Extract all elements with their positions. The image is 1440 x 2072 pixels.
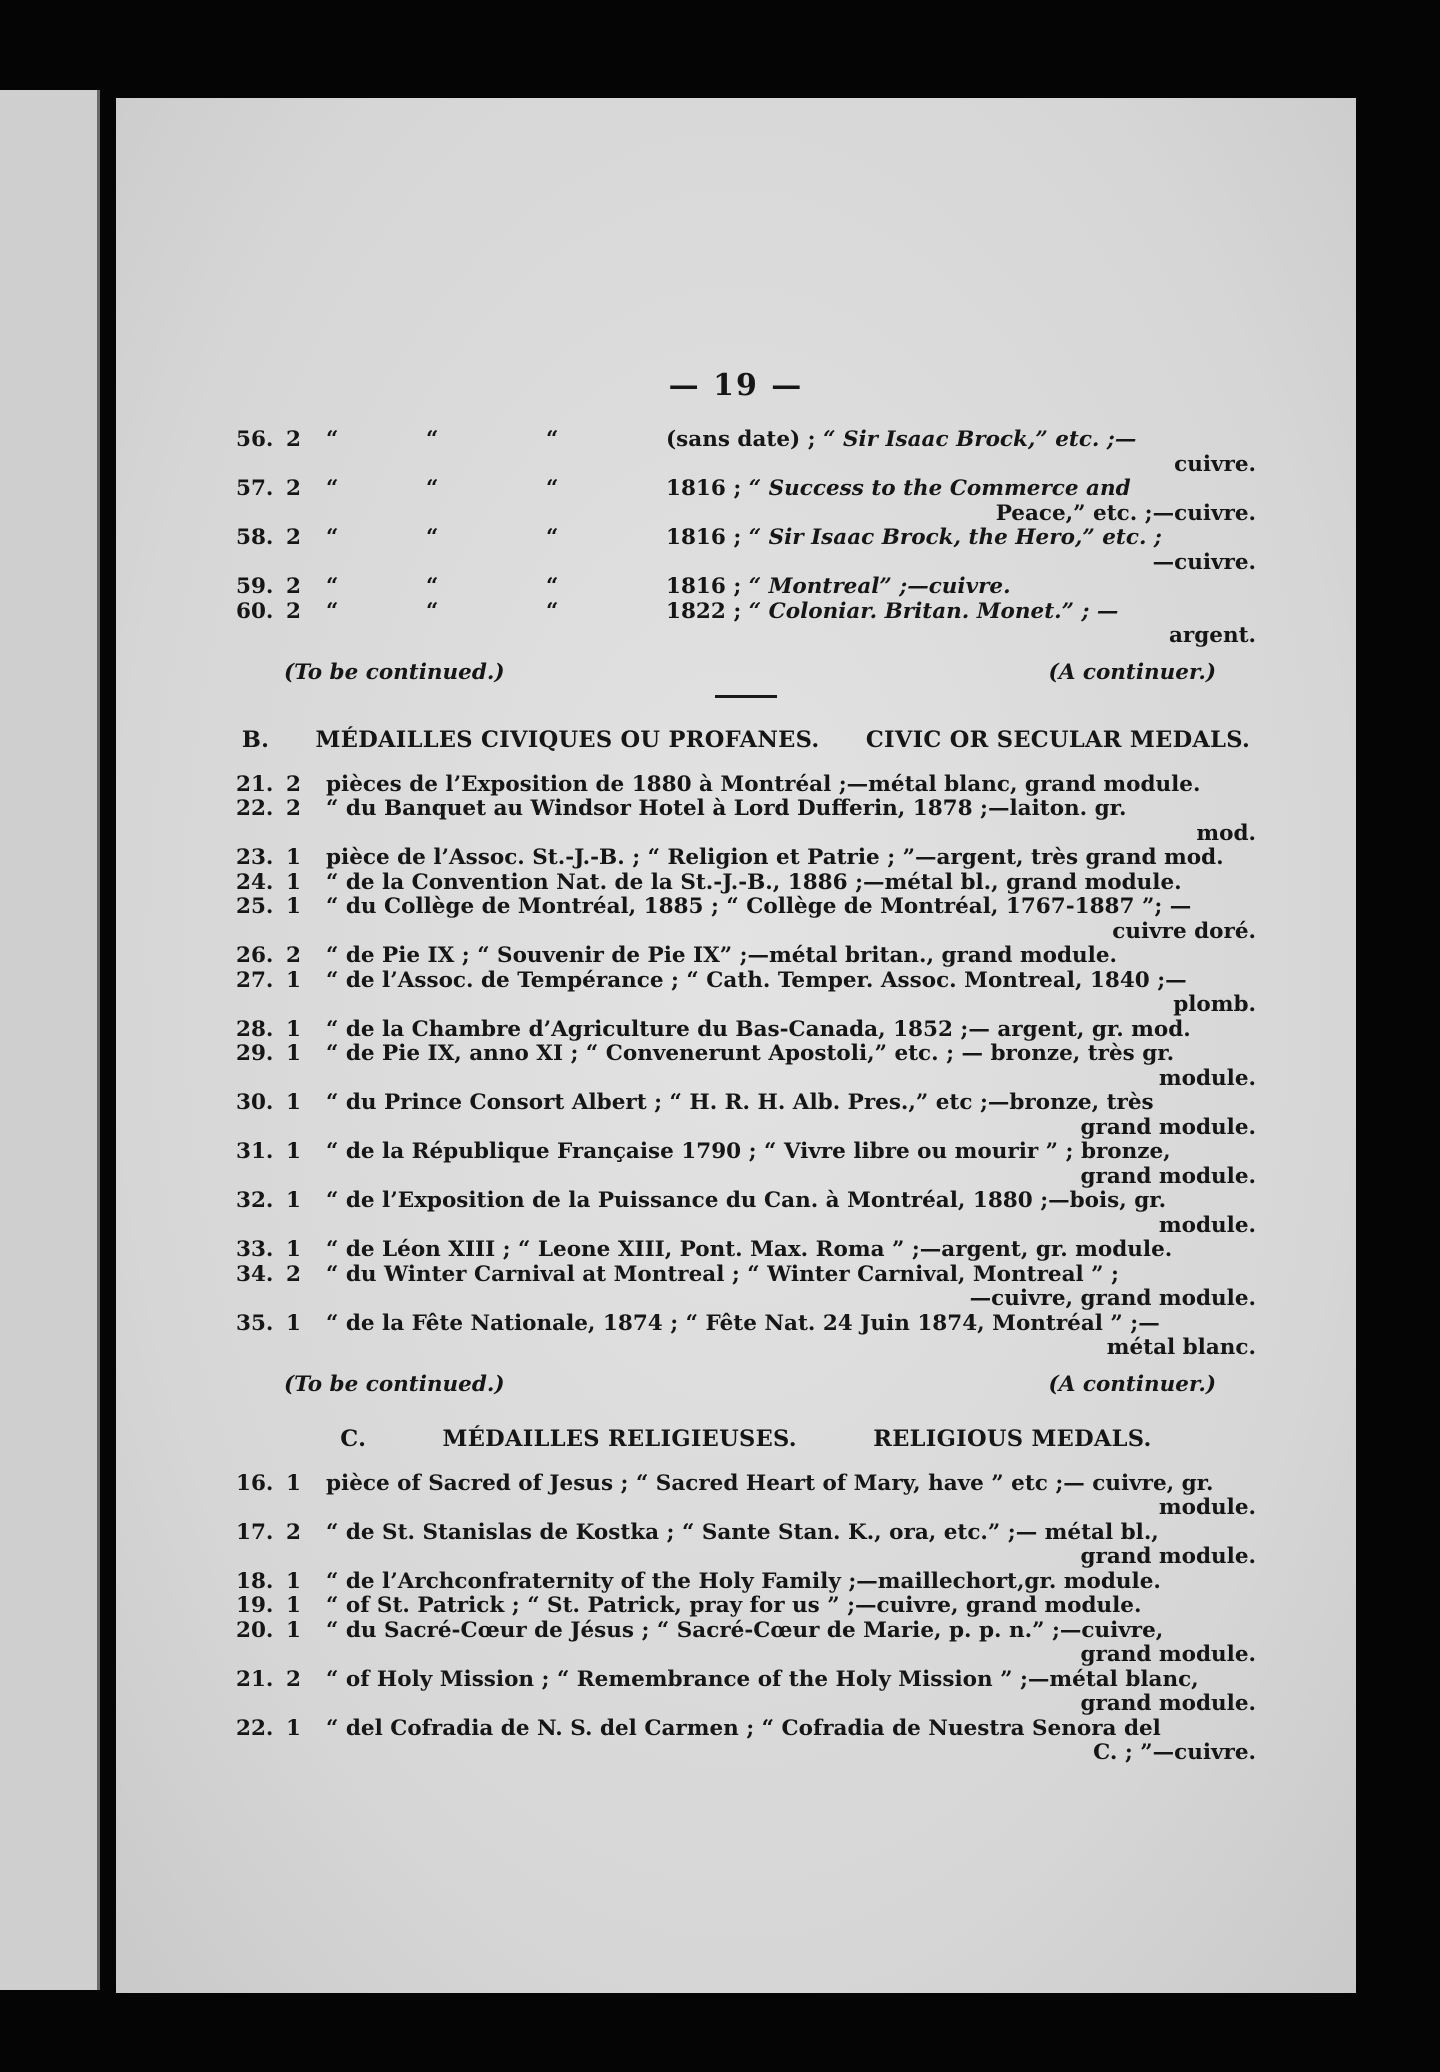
entry-body (326, 1668, 1256, 1717)
entry-text: “ du Prince Consort Albert ; “ H. R. H. Alb. Pres.,” etc ;—bronze, très (326, 1090, 1154, 1115)
entry-number: 19. (236, 1593, 274, 1618)
entry-quantity: 1 (286, 845, 301, 870)
entry-number: 24. (236, 869, 274, 895)
entry-quantity: 1 (286, 1041, 301, 1066)
entry-continuation: grand module. (1080, 1544, 1256, 1569)
entry-description: “ Sir Isaac Brock, the Hero,” etc. ; (748, 525, 1162, 550)
entry-body (326, 600, 1256, 649)
entry-quantity: 2 (286, 598, 301, 624)
entry-continuation: module. (1158, 1212, 1256, 1238)
entry-number: 22. (236, 796, 274, 821)
entry-quantity: 1 (286, 1593, 301, 1618)
entry-quantity: 2 (286, 1261, 301, 1287)
section-c-title-en: RELIGIOUS MEDALS. (873, 1426, 1152, 1452)
entry-number: 35. (236, 1310, 274, 1336)
entry-text: “ del Cofradia de N. S. del Carmen ; “ Cofradia de Nuestra Senora del (326, 1715, 1161, 1741)
continued-fr: (A continuer.) (1048, 659, 1216, 685)
entry-quantity: 1 (286, 1617, 301, 1643)
entry-text: pièce of Sacred of Jesus ; “ Sacred Heart of Mary, have ” etc ;— cuivre, gr. (326, 1470, 1214, 1496)
entry-continuation: métal blanc. (1106, 1335, 1256, 1360)
list-item (236, 944, 1256, 969)
entry-body (326, 1263, 1256, 1312)
entry-number: 31. (236, 1139, 274, 1164)
page-number: — 19 — (668, 368, 804, 403)
continued-fr: (A continuer.) (1048, 1371, 1216, 1397)
entry-body (326, 1594, 1256, 1619)
entry-line: “ “ “ 1816 ; “ Success to the Commerce and (326, 476, 1131, 501)
entry-body (326, 1521, 1256, 1570)
entry-continuation: cuivre doré. (1112, 918, 1256, 944)
list-item (236, 1594, 1256, 1619)
ditto-mark: “ (546, 598, 559, 624)
list-item (236, 846, 1256, 871)
entry-number: 30. (236, 1090, 274, 1115)
list-item (236, 773, 1256, 798)
entry-number: 21. (236, 1666, 274, 1692)
entry-text: “ du Banquet au Windsor Hotel à Lord Dufferin, 1878 ;—laiton. gr. (326, 796, 1127, 821)
entry-number: 17. (236, 1519, 274, 1545)
entry-description: “ Montreal” ;—cuivre. (748, 574, 1011, 599)
entry-description: “ Success to the Commerce and (748, 476, 1131, 501)
entry-body (326, 773, 1256, 798)
entry-continuation: grand module. (1080, 1163, 1256, 1189)
list-item (236, 797, 1256, 846)
entry-quantity: 1 (286, 1310, 301, 1336)
entry-continuation: module. (1158, 1065, 1256, 1091)
list-item (236, 969, 1256, 1018)
entry-quantity: 1 (286, 1568, 301, 1594)
list-item (236, 895, 1256, 944)
ditto-mark: “ (426, 574, 439, 599)
page-crease (97, 90, 100, 1990)
entry-number: 16. (236, 1470, 274, 1496)
ditto-mark: “ (326, 525, 339, 550)
entry-quantity: 1 (286, 894, 301, 919)
entry-body (326, 526, 1256, 575)
left-page-edge (0, 90, 100, 1990)
entry-quantity: 2 (286, 1666, 301, 1692)
ditto-mark: “ (426, 598, 439, 624)
entry-quantity: 1 (286, 1715, 301, 1741)
ditto-mark: “ (326, 598, 339, 624)
entry-body (326, 1018, 1256, 1043)
entry-number: 29. (236, 1041, 274, 1066)
list-item (236, 1189, 1256, 1238)
entry-continuation: plomb. (1173, 992, 1256, 1017)
entry-text: “ de l’Archconfraternity of the Holy Family ;—maillechort,gr. module. (326, 1568, 1161, 1594)
ditto-mark: “ (426, 476, 439, 501)
entry-text: “ de Léon XIII ; “ Leone XIII, Pont. Max. Roma ” ;—argent, gr. module. (326, 1237, 1173, 1262)
list-item (236, 871, 1256, 896)
continued-note-a (236, 661, 1256, 686)
entry-body (326, 1717, 1256, 1766)
entry-number: 25. (236, 894, 274, 919)
list-item (236, 575, 1256, 600)
entry-line: “ “ “ (sans date) ; “ Sir Isaac Brock,” etc. ;— (326, 427, 1137, 452)
entry-description: “ Coloniar. Britan. Monet.” ; — (748, 598, 1119, 624)
entry-year: 1822 (666, 598, 726, 624)
entry-quantity: 1 (286, 1016, 301, 1042)
entry-continuation: cuivre. (1174, 451, 1256, 477)
section-c-title (236, 1427, 1256, 1452)
entry-number: 60. (236, 598, 274, 624)
entry-number: 56. (236, 427, 274, 452)
entry-quantity: 1 (286, 1139, 301, 1164)
section-c-entries (236, 1472, 1256, 1766)
entry-quantity: 1 (286, 869, 301, 895)
entry-continuation: grand module. (1080, 1114, 1256, 1140)
entry-number: 18. (236, 1568, 274, 1594)
entry-text: pièces de l’Exposition de 1880 à Montréal ;—métal blanc, grand module. (326, 771, 1201, 797)
entry-body (326, 871, 1256, 896)
entry-year: (sans date) (666, 427, 801, 452)
entry-line: “ “ “ 1816 ; “ Sir Isaac Brock, the Hero,” etc. ; (326, 525, 1162, 550)
ditto-mark: “ (426, 525, 439, 550)
entry-body (326, 1042, 1256, 1091)
entry-text: “ de la Convention Nat. de la St.-J.-B., 1886 ;—métal bl., grand module. (326, 869, 1182, 895)
entry-body (326, 969, 1256, 1018)
entry-continuation: —cuivre. (1152, 549, 1256, 575)
section-a-entries (236, 428, 1256, 649)
entry-continuation: —cuivre, grand module. (969, 1286, 1256, 1311)
entry-body (326, 944, 1256, 969)
entry-number: 20. (236, 1617, 274, 1643)
entry-text: “ de la Fête Nationale, 1874 ; “ Fête Nat. 24 Juin 1874, Montréal ” ;— (326, 1310, 1160, 1336)
ditto-mark: “ (326, 574, 339, 599)
list-item (236, 1263, 1256, 1312)
entry-text: “ de l’Assoc. de Tempérance ; “ Cath. Temper. Assoc. Montreal, 1840 ;— (326, 967, 1187, 993)
section-b-title (236, 728, 1256, 753)
continued-note-b (236, 1373, 1256, 1398)
entry-number: 22. (236, 1715, 274, 1741)
list-item (236, 526, 1256, 575)
entry-body (326, 1140, 1256, 1189)
entry-number: 28. (236, 1016, 274, 1042)
ditto-mark: “ (326, 427, 339, 452)
entry-body (326, 1238, 1256, 1263)
entry-text: “ de l’Exposition de la Puissance du Can. à Montréal, 1880 ;—bois, gr. (326, 1188, 1167, 1213)
entry-number: 57. (236, 476, 274, 501)
list-item (236, 1668, 1256, 1717)
entry-line: “ “ “ 1822 ; “ Coloniar. Britan. Monet.” ; — (326, 598, 1119, 624)
page-content (236, 428, 1256, 1766)
entry-body (326, 1312, 1256, 1361)
list-item (236, 428, 1256, 477)
list-item (236, 1018, 1256, 1043)
list-item (236, 1042, 1256, 1091)
list-item (236, 1312, 1256, 1361)
entry-number: 21. (236, 771, 274, 797)
section-c-title-fr: MÉDAILLES RELIGIEUSES. (442, 1426, 797, 1452)
entry-text: “ of Holy Mission ; “ Remembrance of the Holy Mission ” ;—métal blanc, (326, 1666, 1199, 1692)
ditto-mark: “ (546, 476, 559, 501)
entry-text: “ du Winter Carnival at Montreal ; “ Winter Carnival, Montreal ” ; (326, 1261, 1119, 1287)
entry-continuation: argent. (1168, 623, 1256, 648)
entry-text: “ du Collège de Montréal, 1885 ; “ Collège de Montréal, 1767-1887 ”; — (326, 894, 1192, 919)
entry-quantity: 2 (286, 525, 301, 550)
entry-body (326, 477, 1256, 526)
list-item (236, 477, 1256, 526)
entry-year: 1816 (666, 476, 726, 501)
entry-line: “ “ “ 1816 ; “ Montreal” ;—cuivre. (326, 574, 1011, 599)
entry-text: “ de Pie IX, anno XI ; “ Convenerunt Apostoli,” etc. ; — bronze, très gr. (326, 1041, 1175, 1066)
entry-number: 34. (236, 1261, 274, 1287)
entry-continuation: grand module. (1080, 1642, 1256, 1667)
ditto-mark: “ (326, 476, 339, 501)
entry-description: “ Sir Isaac Brock,” etc. ;— (823, 427, 1137, 452)
entry-text: “ de St. Stanislas de Kostka ; “ Sante Stan. K., ora, etc.” ;— métal bl., (326, 1519, 1159, 1545)
entry-body (326, 428, 1256, 477)
list-item (236, 1619, 1256, 1668)
entry-body (326, 1189, 1256, 1238)
entry-quantity: 2 (286, 771, 301, 797)
list-item (236, 1472, 1256, 1521)
entry-text: “ du Sacré-Cœur de Jésus ; “ Sacré-Cœur de Marie, p. p. n.” ;—cuivre, (326, 1617, 1164, 1643)
entry-continuation: Peace,” etc. ;—cuivre. (995, 500, 1256, 526)
list-item (236, 1091, 1256, 1140)
entry-body (326, 1619, 1256, 1668)
ditto-mark: “ (546, 525, 559, 550)
entry-text: “ de la Chambre d’Agriculture du Bas-Canada, 1852 ;— argent, gr. mod. (326, 1016, 1191, 1042)
entry-text: “ de Pie IX ; “ Souvenir de Pie IX” ;—métal britan., grand module. (326, 943, 1117, 968)
divider-rule (715, 695, 777, 698)
entry-body (326, 895, 1256, 944)
entry-continuation: module. (1158, 1495, 1256, 1520)
entry-quantity: 2 (286, 943, 301, 968)
entry-quantity: 1 (286, 967, 301, 993)
list-item (236, 1140, 1256, 1189)
entry-quantity: 2 (286, 574, 301, 599)
list-item (236, 1521, 1256, 1570)
entry-year: 1816 (666, 574, 726, 599)
entry-continuation: grand module. (1080, 1691, 1256, 1716)
section-b-title-fr: MÉDAILLES CIVIQUES OU PROFANES. (315, 727, 820, 753)
entry-quantity: 2 (286, 796, 301, 821)
entry-quantity: 2 (286, 427, 301, 452)
entry-continuation: mod. (1196, 820, 1256, 846)
entry-number: 23. (236, 845, 274, 870)
entry-year: 1816 (666, 525, 726, 550)
entry-body (326, 797, 1256, 846)
entry-quantity: 1 (286, 1090, 301, 1115)
entry-continuation: C. ; ”—cuivre. (1093, 1740, 1256, 1765)
list-item (236, 600, 1256, 649)
entry-body (326, 1570, 1256, 1595)
entry-body (326, 1091, 1256, 1140)
continued-en: (To be continued.) (284, 659, 505, 685)
entry-quantity: 1 (286, 1470, 301, 1496)
entry-body (326, 575, 1256, 600)
entry-body (326, 1472, 1256, 1521)
ditto-mark: “ (546, 574, 559, 599)
entry-quantity: 1 (286, 1237, 301, 1262)
document-page (116, 98, 1356, 1993)
list-item (236, 1238, 1256, 1263)
entry-quantity: 2 (286, 1519, 301, 1545)
section-b-entries (236, 773, 1256, 1361)
entry-number: 27. (236, 967, 274, 993)
entry-number: 32. (236, 1188, 274, 1213)
entry-number: 58. (236, 525, 274, 550)
section-c-letter: C. (340, 1426, 367, 1452)
list-item (236, 1717, 1256, 1766)
continued-en: (To be continued.) (284, 1371, 505, 1397)
entry-number: 26. (236, 943, 274, 968)
entry-text: pièce de l’Assoc. St.-J.-B. ; “ Religion et Patrie ; ”—argent, très grand mod. (326, 845, 1224, 870)
ditto-mark: “ (426, 427, 439, 452)
list-item (236, 1570, 1256, 1595)
entry-quantity: 1 (286, 1188, 301, 1213)
entry-text: “ of St. Patrick ; “ St. Patrick, pray for us ” ;—cuivre, grand module. (326, 1593, 1142, 1618)
entry-text: “ de la République Française 1790 ; “ Vivre libre ou mourir ” ; bronze, (326, 1139, 1171, 1164)
entry-quantity: 2 (286, 476, 301, 501)
entry-number: 59. (236, 574, 274, 599)
section-b-title-en: CIVIC OR SECULAR MEDALS. (865, 727, 1251, 753)
section-b-letter: B. (241, 727, 270, 753)
ditto-mark: “ (546, 427, 559, 452)
entry-number: 33. (236, 1237, 274, 1262)
entry-body (326, 846, 1256, 871)
